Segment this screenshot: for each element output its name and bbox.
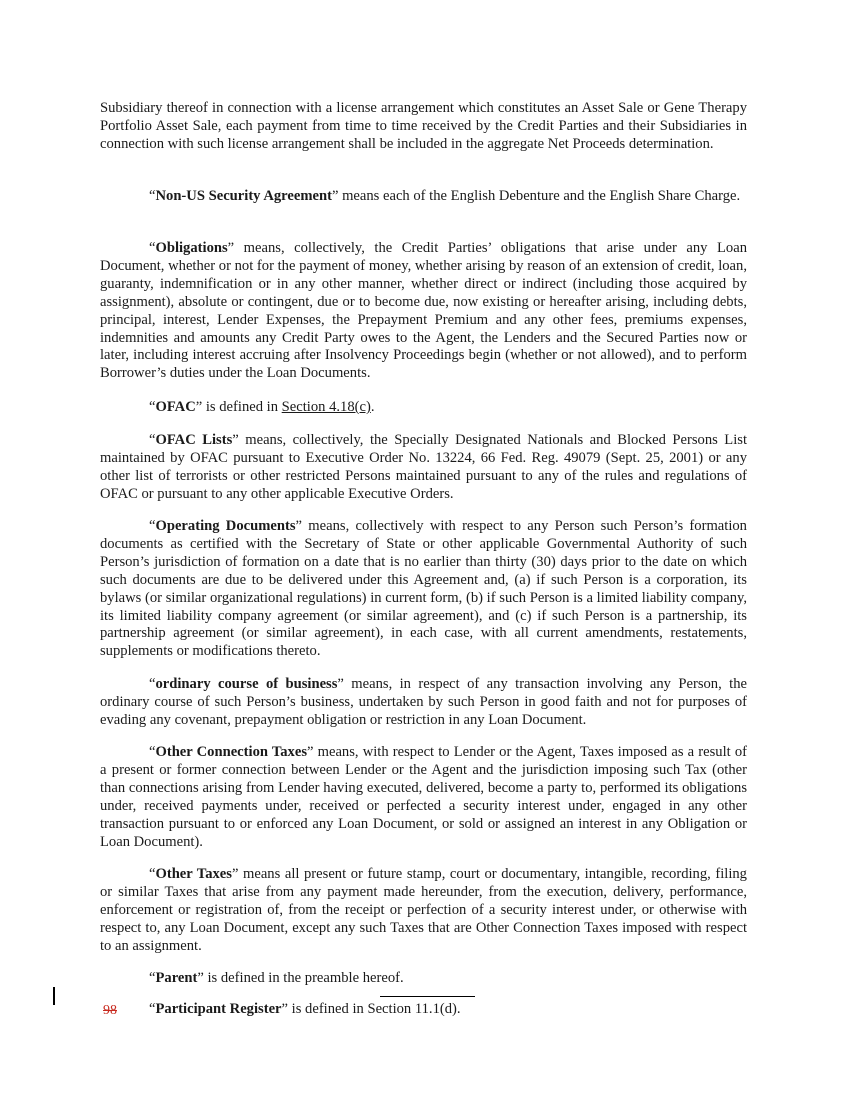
defined-term: OFAC Lists bbox=[155, 432, 233, 448]
open-quote: “ bbox=[149, 866, 156, 882]
definition-other-connection-taxes bbox=[100, 744, 747, 851]
section-reference-link[interactable]: Section 4.18(c) bbox=[281, 399, 371, 415]
defined-term: Participant Register bbox=[155, 1001, 282, 1017]
definition-ordinary-course-of-business bbox=[100, 676, 747, 730]
definition-text: ” is defined in Section 11.1(d). bbox=[281, 1001, 461, 1017]
definition-text: ” means each of the English Debenture and the English Share Charge. bbox=[331, 188, 741, 204]
defined-term: Obligations bbox=[155, 240, 228, 256]
definition-text: ” is defined in the preamble hereof. bbox=[197, 970, 404, 986]
definition-ofac-lists bbox=[100, 432, 747, 504]
open-quote: “ bbox=[149, 744, 156, 760]
definition-non-us-security-agreement bbox=[100, 188, 747, 206]
open-quote: “ bbox=[149, 518, 156, 534]
definition-ofac bbox=[100, 399, 747, 417]
definition-text: ” means all present or future stamp, court or documentary, intangible, recording, filing or similar Taxes that arise from any payment made hereunder, from the execution, delivery, performance, enforcement or registration of, from the receipt or perfection of a security interest under, or otherwise with respect to, any Loan Document, except any such Taxes that are Other Connection Taxes imposed with respect to an assignment. bbox=[100, 866, 747, 954]
definition-text: ” means, with respect to Lender or the Agent, Taxes imposed as a result of a present or former connection between Lender or the Agent and the jurisdiction imposing such Tax (other than connections arising from Lender having executed, delivered, become a party to, performed its obligations under, received payments under, received or perfected a security interest under, engaged in any other transaction pursuant to or enforced any Loan Document, or sold or assigned an interest in any Obligation or Loan Document). bbox=[100, 744, 747, 850]
definition-text: ” means, collectively, the Specially Designated Nationals and Blocked Persons List maintained by OFAC pursuant to Executive Order No. 13224, 66 Fed. Reg. 49079 (Sept. 25, 2001) or any other list of terrorists or other restricted Persons maintained pursuant to any of the rules and regulations of OFAC or pursuant to any other applicable Executive Orders. bbox=[100, 432, 747, 502]
definition-text: ” means, collectively with respect to any Person such Person’s formation documents as certified with the Secretary of State or other applicable Governmental Authority of such Person’s jurisdiction of formation on a date that is no earlier than thirty (30) days prior to the date on which such documents are due to be delivered under this Agreement and, (a) if such Person is a corporation, its bylaws (or similar organizational regulations) in current form, (b) if such Person is a limited liability company, its limited liability company agreement (or similar agreement), and (c) if such Person is a partnership, its partnership agreement (or similar agreement), in each case, with all current amendments, restatements, supplements or modifications thereto. bbox=[100, 518, 747, 660]
definition-text: ” means, collectively, the Credit Parties’ obligations that arise under any Loan Document, whether or not for the payment of money, whether arising by reason of an extension of credit, loan, guaranty, indemnification or in any other manner, whether direct or indirect (including those acquired by assignment), absolute or contingent, due or to become due, now existing or hereafter arising, including debts, principal, interest, Lender Expenses, the Prepayment Premium and any other fees, premiums expenses, indemnities and amounts any Credit Party owes to the Agent, the Lenders and the Secured Parties now or later, including interest accruing after Insolvency Proceedings begin (whether or not allowed), and to perform Borrower’s duties under the Loan Documents. bbox=[100, 240, 747, 382]
defined-term: Non-US Security Agreement bbox=[155, 188, 332, 204]
defined-term: OFAC bbox=[155, 399, 196, 415]
open-quote: “ bbox=[149, 1001, 156, 1017]
definition-text: ” is defined in bbox=[195, 399, 282, 415]
definition-participant-register bbox=[100, 1001, 747, 1019]
open-quote: “ bbox=[149, 676, 156, 692]
page-number: 98 bbox=[103, 1003, 117, 1018]
defined-term: Other Taxes bbox=[155, 866, 232, 882]
revision-change-bar bbox=[53, 987, 55, 1005]
paragraph-continuation bbox=[100, 100, 747, 154]
defined-term: ordinary course of business bbox=[155, 676, 338, 692]
paragraph-text: Subsidiary thereof in connection with a license arrangement which constitutes an Asset Sale or Gene Therapy Portfolio Asset Sale, each payment from time to time received by the Credit Parties and their Subsidiaries in connection with such license arrangement shall be included in the aggregate Net Proceeds determination. bbox=[100, 100, 747, 152]
open-quote: “ bbox=[149, 240, 156, 256]
defined-term: Operating Documents bbox=[155, 518, 296, 534]
open-quote: “ bbox=[149, 399, 156, 415]
definition-tail: . bbox=[370, 399, 375, 415]
defined-term: Parent bbox=[155, 970, 198, 986]
open-quote: “ bbox=[149, 432, 156, 448]
definition-text: ” means, in respect of any transaction involving any Person, the ordinary course of such Person’s business, undertaken by such Person in good faith and not for purposes of evading any covenant, prepayment obligation or restriction in any Loan Document. bbox=[100, 676, 747, 728]
revision-overline bbox=[380, 996, 475, 997]
open-quote: “ bbox=[149, 188, 156, 204]
definition-obligations bbox=[100, 240, 747, 383]
open-quote: “ bbox=[149, 970, 156, 986]
definition-operating-documents bbox=[100, 518, 747, 661]
defined-term: Other Connection Taxes bbox=[155, 744, 308, 760]
definition-other-taxes bbox=[100, 866, 747, 956]
definition-parent bbox=[100, 970, 747, 988]
